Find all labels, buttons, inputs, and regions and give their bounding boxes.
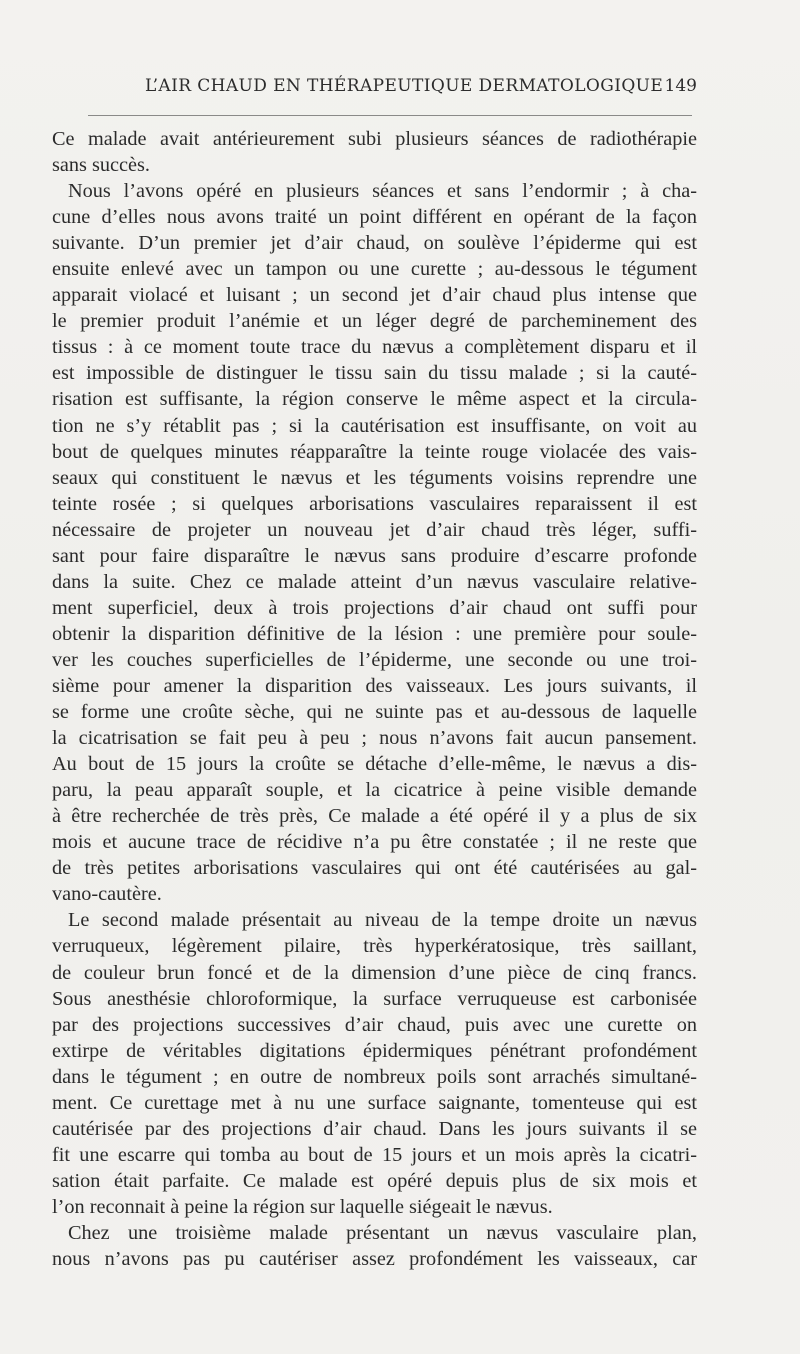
text-line: ver les couches superficielles de l’épiderme, une seconde ou une troi- [52,648,697,671]
text-line: suivante. D’un premier jet d’air chaud, on soulève l’épiderme qui est [52,232,697,255]
text-line: mois et aucune trace de récidive n’a pu être constatée ; il ne reste que [52,831,697,854]
text-line: paru, la peau apparaît souple, et la cicatrice à peine visible demande [52,779,697,802]
text-line: ensuite enlevé avec un tampon ou une curette ; au-dessous le tégument [52,258,697,281]
text-line: verruqueux, légèrement pilaire, très hyperkératosique, très saillant, [52,935,697,958]
text-line: Nous l’avons opéré en plusieurs séances et sans l’endormir ; à cha- [68,180,697,203]
text-line: de très petites arborisations vasculaires qui ont été cautérisées au gal- [52,857,697,880]
text-line: Sous anesthésie chloroformique, la surface verruqueuse est carbonisée [52,987,697,1010]
text-line: obtenir la disparition définitive de la lésion : une première pour soule- [52,622,697,645]
text-line: Au bout de 15 jours la croûte se détache d’elle-même, le nævus a dis- [52,753,697,776]
text-line: apparait violacé et luisant ; un second jet d’air chaud plus intense que [52,284,697,307]
header-rule [88,115,692,116]
text-line: fit une escarre qui tomba au bout de 15 jours et un mois après la cicatri- [52,1143,697,1166]
text-line: bout de quelques minutes réapparaître la teinte rouge violacée des vais- [52,440,697,463]
text-line: risation est suffisante, la région conserve le même aspect et la circula- [52,388,697,411]
text-line: à être recherchée de très près, Ce malade a été opéré il y a plus de six [52,805,697,828]
body-text [52,126,697,1272]
text-line: sant pour faire disparaître le nævus sans produire d’escarre profonde [52,544,697,567]
text-line: dans la suite. Chez ce malade atteint d’un nævus vasculaire relative- [52,570,697,593]
page-number: 149 [664,76,697,96]
text-line: vano-cautère. [52,883,162,906]
text-line: Ce malade avait antérieurement subi plusieurs séances de radiothérapie [52,128,697,150]
text-line: l’on reconnait à peine la région sur laquelle siégeait le nævus. [52,1195,553,1218]
text-line: sation était parfaite. Ce malade est opéré depuis plus de six mois et [52,1169,697,1192]
text-line: teinte rosée ; si quelques arborisations vasculaires reparaissent il est [52,492,697,515]
text-line: tion ne s’y rétablit pas ; si la cautérisation est insuffisante, on voit au [52,414,697,437]
text-line: sans succès. [52,154,150,177]
text-line: cautérisée par des projections d’air chaud. Dans les jours suivants il se [52,1117,697,1140]
text-line: le premier produit l’anémie et un léger degré de parcheminement des [52,310,697,333]
text-line: sième pour amener la disparition des vaisseaux. Les jours suivants, il [52,674,697,697]
text-line: seaux qui constituent le nævus et les téguments voisins reprendre une [52,466,697,489]
text-line: nécessaire de projeter un nouveau jet d’air chaud très léger, suffi- [52,518,697,541]
text-line: Chez une troisième malade présentant un nævus vasculaire plan, [68,1221,697,1244]
text-line: se forme une croûte sèche, qui ne suinte pas et au-dessous de laquelle [52,701,697,724]
text-line: est impossible de distinguer le tissu sain du tissu malade ; si la cauté- [52,362,697,385]
text-line: Le second malade présentait au niveau de la tempe droite un nævus [68,909,697,932]
text-line: par des projections successives d’air chaud, puis avec une curette on [52,1013,697,1036]
text-line: nous n’avons pas pu cautériser assez profondément les vaisseaux, car [52,1248,697,1271]
text-line: dans le tégument ; en outre de nombreux poils sont arrachés simultané- [52,1065,697,1088]
text-line: cune d’elles nous avons traité un point différent en opérant de la façon [52,206,697,229]
text-line: de couleur brun foncé et de la dimension d’une pièce de cinq francs. [52,961,697,984]
text-line: tissus : à ce moment toute trace du nævus a complètement disparu et il [52,336,697,359]
text-line: extirpe de véritables digitations épidermiques pénétrant profondément [52,1039,697,1062]
running-head: L’AIR CHAUD EN THÉRAPEUTIQUE DERMATOLOGIQUE [145,76,664,96]
text-line: la cicatrisation se fait peu à peu ; nous n’avons fait aucun pansement. [52,727,697,750]
page-header [52,76,697,100]
text-line: ment superficiel, deux à trois projections d’air chaud ont suffi pour [52,596,697,619]
text-line: ment. Ce curettage met à nu une surface saignante, tomenteuse qui est [52,1091,697,1114]
